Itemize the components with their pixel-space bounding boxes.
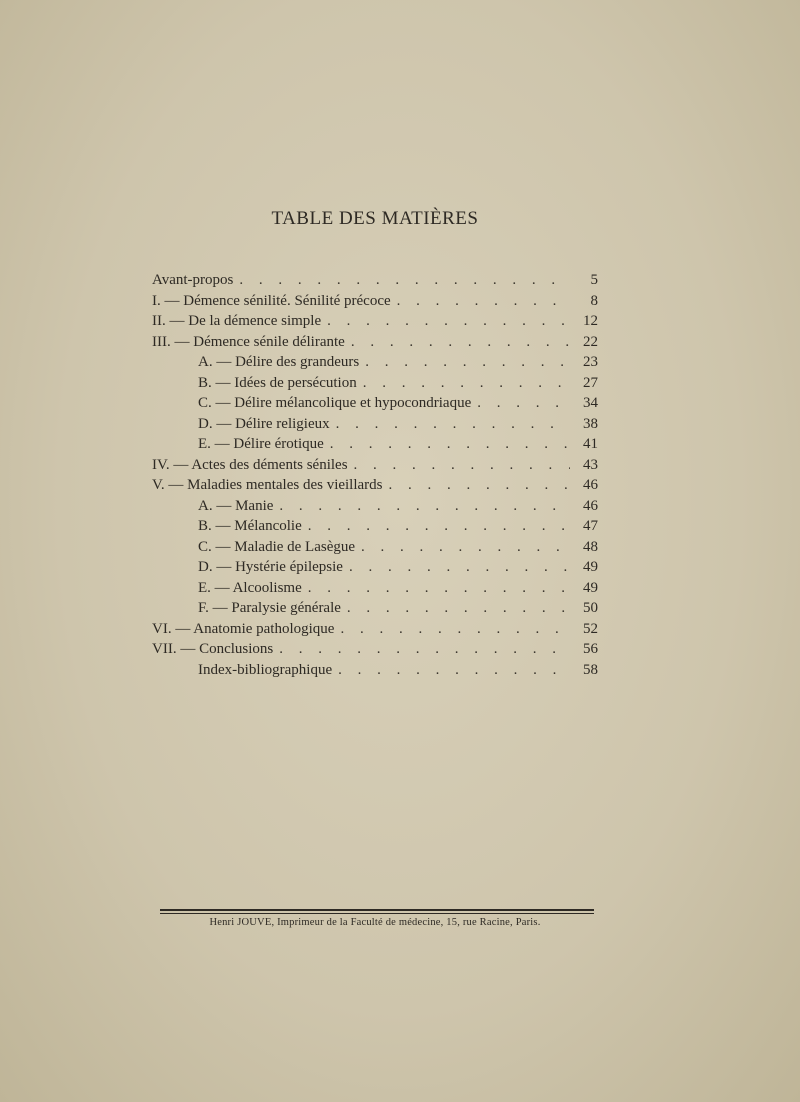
dot-leader (279, 641, 570, 658)
dot-leader (365, 354, 570, 371)
toc-page-number: 27 (583, 374, 598, 391)
dot-leader (354, 457, 570, 474)
toc-entry-label: A. — Manie (198, 497, 274, 514)
toc-entry-label: III. — Démence sénile délirante (152, 333, 345, 350)
toc-subentry (152, 436, 598, 457)
dot-leader (239, 272, 570, 289)
toc-page-number: 41 (583, 436, 598, 452)
footer-rule-thick (160, 909, 594, 911)
toc-subentry (152, 498, 598, 519)
toc-entry (152, 334, 598, 355)
toc-subentry (152, 416, 598, 437)
dot-leader (347, 600, 570, 617)
toc-entry (152, 293, 598, 314)
toc-entry-label: VI. — Anatomie pathologique (152, 620, 335, 637)
toc-page-number: 49 (583, 559, 598, 575)
toc-entry-label: IV. — Actes des déments séniles (152, 456, 348, 473)
toc-entry-label: V. — Maladies mentales des vieillards (152, 477, 383, 493)
toc-entry-label: II. — De la démence simple (152, 313, 322, 329)
dot-leader (477, 395, 570, 412)
toc-page-number: 12 (583, 313, 598, 329)
dot-leader (363, 375, 570, 392)
toc-entry (152, 641, 598, 662)
toc-entry-label: B. — Mélancolie (198, 518, 302, 534)
toc-entry-label: A. — Délire des grandeurs (198, 354, 360, 370)
toc-subentry (152, 600, 598, 621)
toc-page-number: 47 (583, 518, 598, 534)
toc-entry (152, 457, 598, 478)
toc-page-number: 56 (583, 641, 598, 657)
toc-page-number: 52 (583, 620, 598, 637)
toc-entry-label: B. — Idées de persécution (198, 374, 357, 391)
dot-leader (279, 498, 570, 515)
toc-page-number: 49 (583, 579, 598, 596)
toc-entry-label: Avant-propos (152, 272, 234, 288)
dot-leader (330, 436, 570, 453)
toc-entry-label: C. — Délire mélancolique et hypocondriaque (198, 395, 472, 411)
toc-page-number: 58 (583, 661, 598, 678)
toc-entry (152, 621, 598, 642)
toc-entry-label: D. — Délire religieux (198, 415, 330, 432)
toc-subentry (152, 354, 598, 375)
table-of-contents (152, 272, 598, 682)
toc-subentry (152, 580, 598, 601)
toc-entry-label: C. — Maladie de Lasègue (198, 538, 356, 555)
toc-page-number: 43 (583, 456, 598, 473)
toc-page-number: 50 (583, 600, 598, 616)
footer-rule-thin (160, 913, 594, 914)
toc-entry (152, 477, 598, 498)
dot-leader (349, 559, 570, 576)
toc-page-number: 34 (583, 395, 598, 411)
toc-page-number: 38 (583, 415, 598, 432)
toc-entry-label: E. — Alcoolisme (198, 579, 302, 596)
toc-entry-label: D. — Hystérie épilepsie (198, 559, 343, 575)
dot-leader (340, 621, 570, 638)
dot-leader (336, 416, 570, 433)
toc-subentry (152, 518, 598, 539)
toc-subentry (152, 395, 598, 416)
printer-imprint: Henri JOUVE, Imprimeur de la Faculté de médecine, 15, rue Racine, Paris. (209, 917, 541, 928)
toc-subentry (152, 662, 598, 683)
toc-entry (152, 313, 598, 334)
toc-subentry (152, 375, 598, 396)
toc-subentry (152, 539, 598, 560)
toc-page-number: 48 (583, 538, 598, 555)
dot-leader (361, 539, 570, 556)
toc-page-number: 8 (590, 292, 598, 309)
toc-entry-label: I. — Démence sénilité. Sénilité précoce (152, 292, 391, 309)
dot-leader (397, 293, 570, 310)
dot-leader (351, 334, 570, 351)
toc-subentry (152, 559, 598, 580)
toc-entry-label: Index-bibliographique (198, 661, 333, 678)
toc-page-number: 22 (583, 333, 598, 350)
dot-leader (389, 477, 570, 494)
page-title: TABLE DES MATIÈRES (271, 208, 479, 229)
toc-page-number: 5 (590, 272, 598, 288)
toc-page-number: 46 (583, 477, 598, 493)
toc-page-number: 46 (583, 497, 598, 514)
dot-leader (308, 518, 570, 535)
dot-leader (327, 313, 570, 330)
toc-entry-label: E. — Délire érotique (198, 436, 324, 452)
toc-entry-label: F. — Paralysie générale (198, 600, 341, 616)
toc-entry (152, 272, 598, 293)
toc-entry-label: VII. — Conclusions (152, 641, 274, 657)
dot-leader (338, 662, 570, 679)
dot-leader (308, 580, 570, 597)
toc-page-number: 23 (583, 354, 598, 370)
